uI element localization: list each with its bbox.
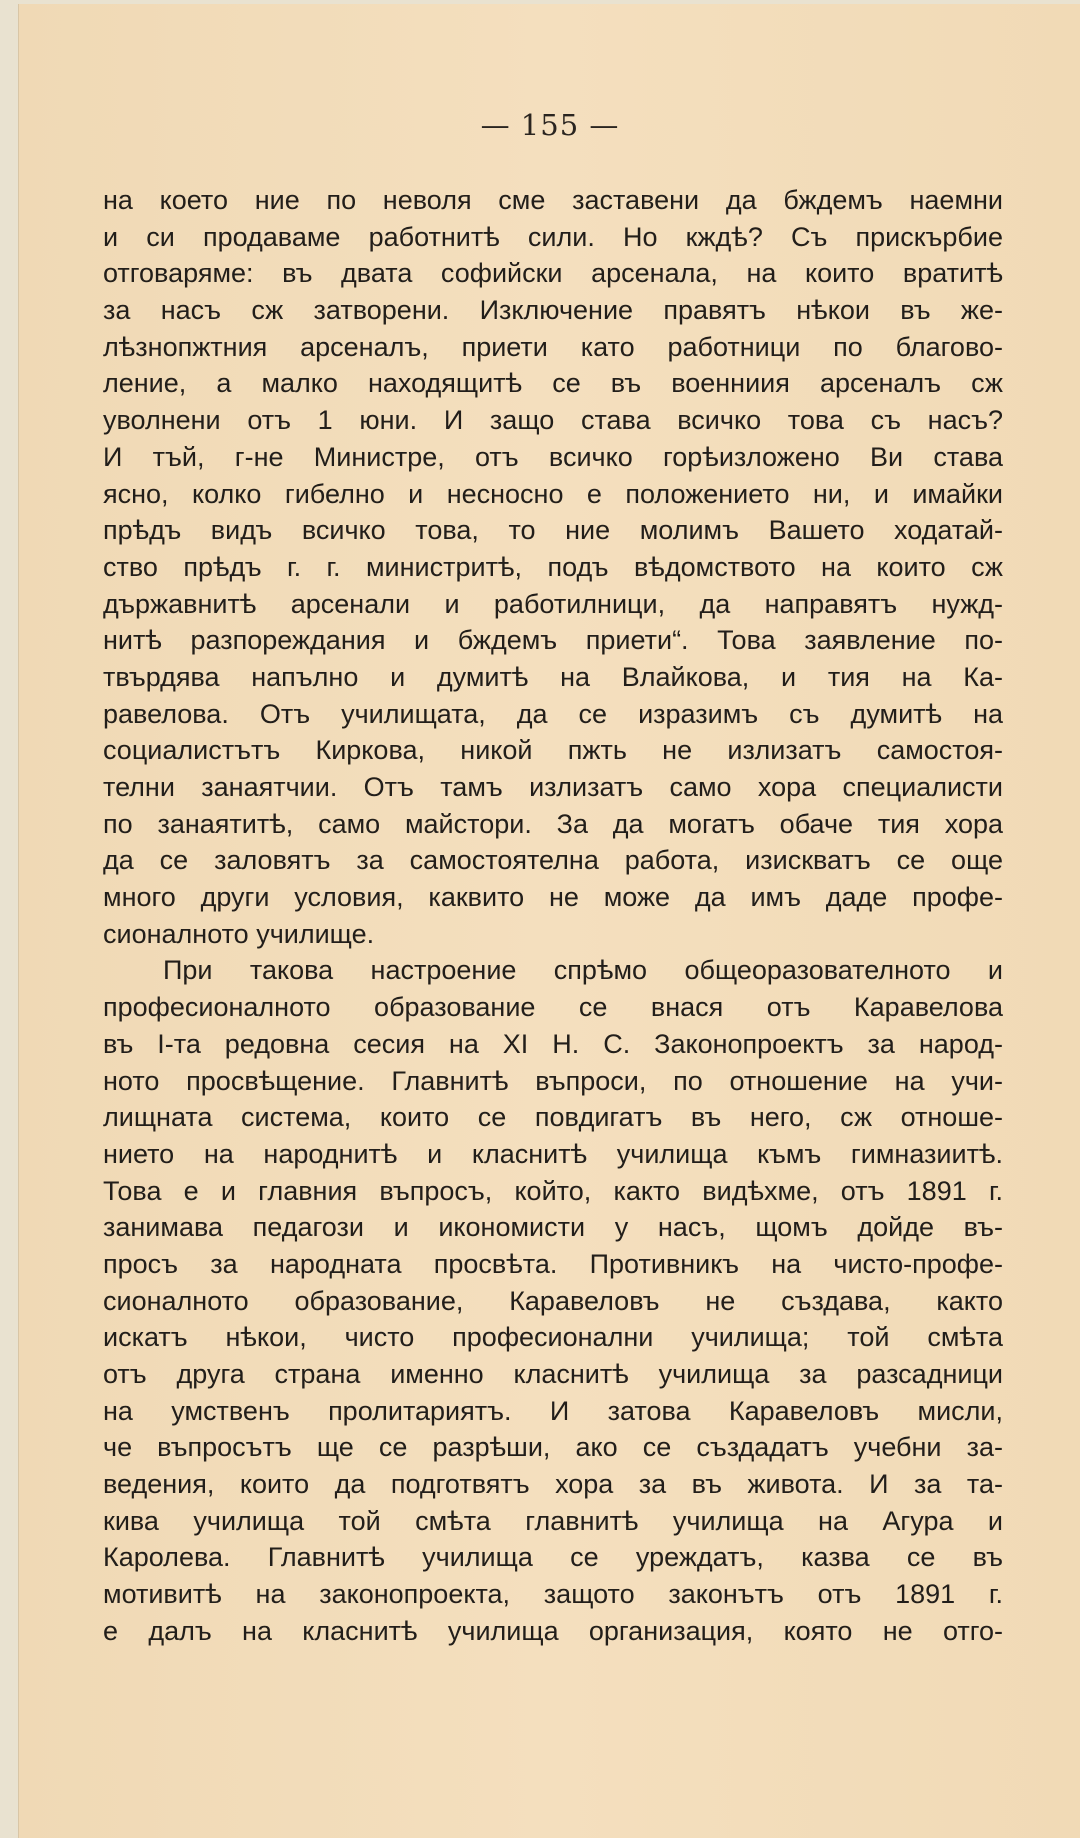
text-line: ведения, които да подготвятъ хора за въ живота. И за та- — [103, 1469, 1003, 1500]
text-line: е далъ на класнитѣ училища организация, която не отго- — [103, 1615, 1003, 1646]
text-line: сионалното образование, Каравеловъ не създава, както — [103, 1285, 1003, 1316]
text-line: нитѣ разпореждания и бждемъ приети“. Това заявление по- — [103, 625, 1003, 656]
text-line: въ I-та редовна сесия на XI Н. С. Законопроектъ за народ- — [103, 1028, 1003, 1059]
text-line: ление, а малко находящитѣ се въ военниия арсеналъ сж — [103, 368, 1003, 399]
text-line: че въпросътъ ще се разрѣши, ако се създадатъ учебни за- — [103, 1432, 1003, 1463]
text-line: на което ние по неволя сме заставени да бждемъ наемни — [103, 185, 1003, 215]
text-line: искатъ нѣкои, чисто професионални училища; той смѣта — [103, 1322, 1003, 1353]
text-line: лѣзнопжтния арсеналъ, приети като работници по благово- — [103, 331, 1003, 362]
text-line: за насъ сж затворени. Изключение правятъ нѣкои въ же- — [103, 295, 1003, 326]
text-line: професионалното образование се внася отъ Каравелова — [103, 992, 1003, 1023]
paragraph-1 — [103, 182, 1003, 952]
text-line: много други условия, каквито не може да имъ даде профе- — [103, 882, 1003, 913]
text-line: и си продаваме работнитѣ сили. Но кждѣ? Съ прискърбие — [103, 221, 1003, 252]
text-line: просъ за народната просвѣта. Противникъ на чисто-профе- — [103, 1248, 1003, 1279]
text-line: прѣдъ видъ всичко това, то ние молимъ Вашето ходатай- — [103, 515, 1003, 546]
book-page — [18, 4, 1080, 1838]
text-line: социалистътъ Киркова, никой пжть не излизатъ самостоя- — [103, 735, 1003, 766]
page-number: — 155 — — [480, 108, 620, 142]
text-line: ното просвѣщение. Главнитѣ въпроси, по отношение на учи- — [103, 1065, 1003, 1096]
text-line: нието на народнитѣ и класнитѣ училища къмъ гимназиитѣ. — [103, 1138, 1003, 1169]
text-line: ясно, колко гибелно и несносно е положението ни, и имайки — [103, 478, 1003, 509]
text-line: по занаятитѣ, само майстори. За да могатъ обаче тия хора — [103, 808, 1003, 839]
text-line: на умственъ пролитариятъ. И затова Каравеловъ мисли, — [103, 1395, 1003, 1426]
text-line: Каролева. Главнитѣ училища се уреждатъ, казва се въ — [103, 1542, 1003, 1573]
paragraph-2 — [103, 952, 1003, 1649]
text-line: отъ друга страна именно класнитѣ училища за разсадници — [103, 1359, 1003, 1389]
text-line: кива училища той смѣта главнитѣ училища на Агура и — [103, 1505, 1003, 1536]
text-line: телни занаятчии. Отъ тамъ излизатъ само хора специалисти — [103, 772, 1003, 802]
text-line: И тъй, г-не Министре, отъ всичко горѣизложено Ви става — [103, 441, 1003, 472]
text-line: Това е и главния въпросъ, който, както видѣхме, отъ 1891 г. — [103, 1175, 1003, 1206]
text-line: равелова. Отъ училищата, да се изразимъ съ думитѣ на — [103, 698, 1003, 729]
text-line: лищната система, които се повдигатъ въ него, сж отноше- — [103, 1102, 1003, 1133]
text-line: ство прѣдъ г. г. министритѣ, подъ вѣдомството на които сж — [103, 551, 1003, 582]
text-line: твърдява напълно и думитѣ на Влайкова, и тия на Ка- — [103, 661, 1003, 692]
text-line: сионалното училище. — [103, 918, 375, 949]
body-text — [103, 182, 1003, 1650]
text-line: отговаряме: въ двата софийски арсенала, на които вратитѣ — [103, 258, 1003, 289]
text-line: държавнитѣ арсенали и работилници, да направятъ нужд- — [103, 588, 1003, 619]
text-line: занимава педагози и икономисти у насъ, щомъ дойде въ- — [103, 1212, 1003, 1243]
text-line: уволнени отъ 1 юни. И защо става всичко това съ насъ? — [103, 405, 1003, 436]
text-line: мотивитѣ на законопроекта, защото законътъ отъ 1891 г. — [103, 1579, 1003, 1610]
text-line: да се заловятъ за самостоятелна работа, изискватъ се още — [103, 845, 1003, 876]
text-line: При такова настроение спрѣмо общеоразователното и — [163, 955, 1003, 986]
